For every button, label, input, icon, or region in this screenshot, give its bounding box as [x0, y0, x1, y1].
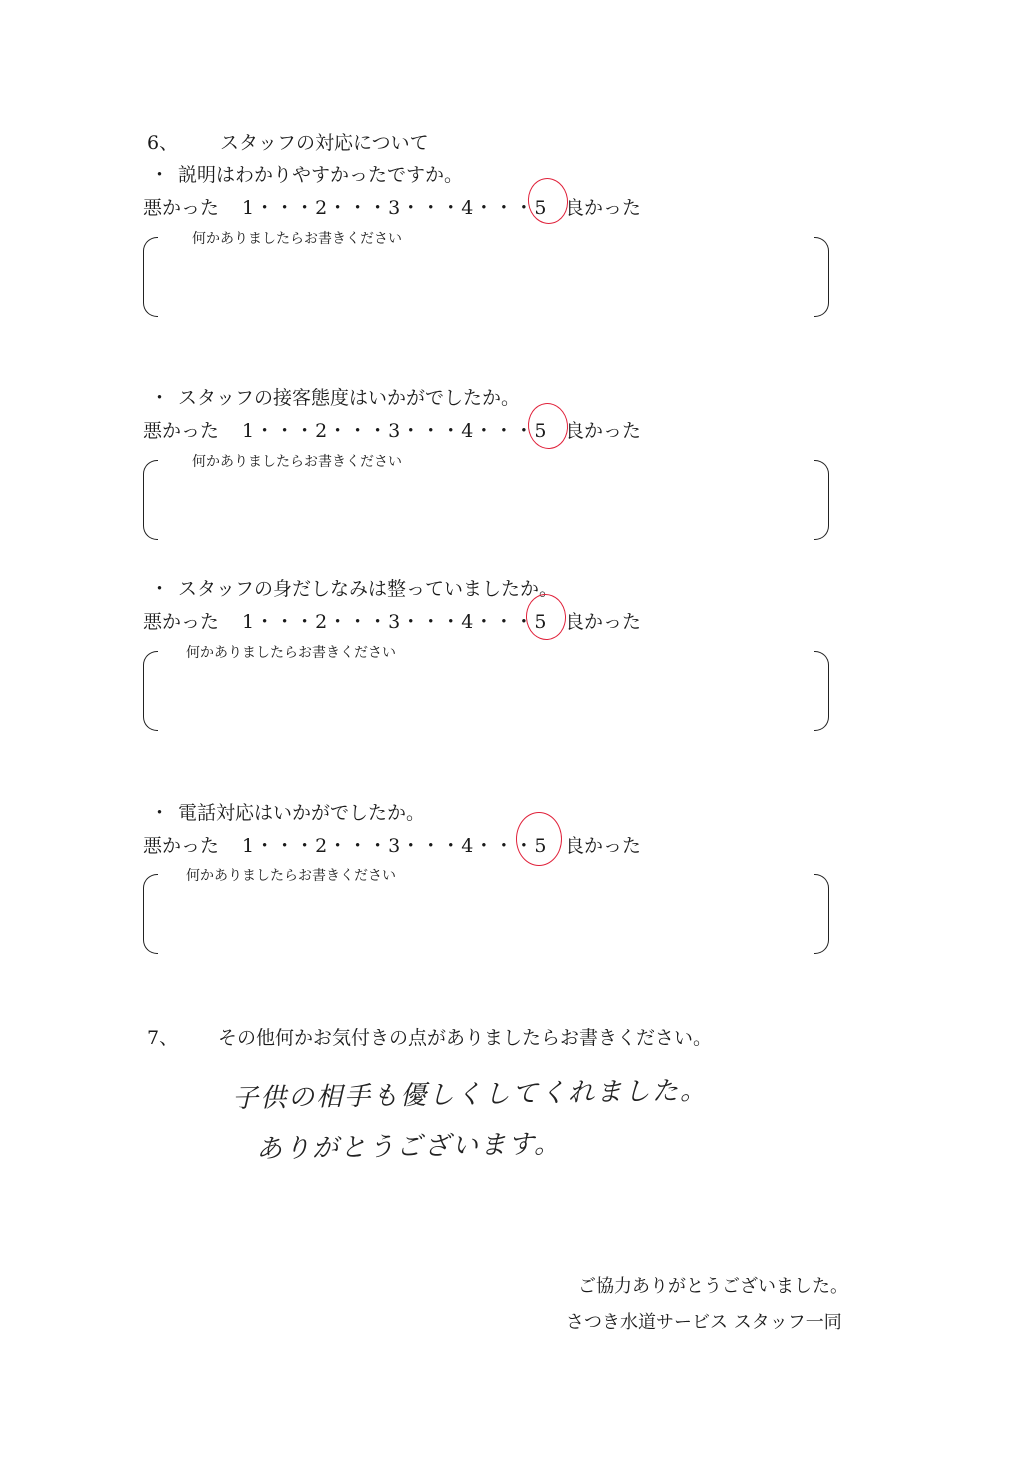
scale-low-label: 悪かった [143, 611, 220, 633]
handwritten-comment-line-1: 子供の相手も優しくしてくれました。 [231, 1075, 709, 1115]
scale-low-label: 悪かった [143, 835, 220, 857]
question-bullet: ・ [150, 802, 170, 824]
question-bullet: ・ [150, 387, 170, 409]
comment-box-right-bracket [814, 651, 829, 731]
question-text: 説明はわかりやすかったですか。 [178, 164, 464, 186]
question-text: 電話対応はいかがでしたか。 [178, 802, 426, 824]
rating-scale[interactable]: 1・・・2・・・3・・・4・・・5 [242, 835, 548, 857]
comment-hint: 何かありましたらお書きください [186, 645, 396, 661]
section-6-number: 6、 [147, 132, 179, 154]
comment-hint: 何かありましたらお書きください [192, 231, 402, 247]
scale-high-label: 良かった [565, 197, 642, 219]
rating-scale[interactable]: 1・・・2・・・3・・・4・・・5 [242, 197, 548, 219]
rating-scale[interactable]: 1・・・2・・・3・・・4・・・5 [242, 611, 548, 633]
scale-high-label: 良かった [565, 835, 642, 857]
comment-hint: 何かありましたらお書きください [192, 454, 402, 470]
comment-box-right-bracket [814, 874, 829, 954]
scale-low-label: 悪かった [143, 197, 220, 219]
comment-box-left-bracket [143, 651, 158, 731]
scale-high-label: 良かった [565, 420, 642, 442]
section-7-number: 7、 [147, 1027, 179, 1049]
comment-hint: 何かありましたらお書きください [186, 868, 396, 884]
question-bullet: ・ [150, 578, 170, 600]
comment-box-left-bracket [143, 874, 158, 954]
section-6-title: スタッフの対応について [220, 132, 429, 154]
closing-signature: さつき水道サービス スタッフ一同 [566, 1312, 842, 1333]
selected-rating-circle [524, 593, 567, 642]
comment-box-right-bracket [814, 460, 829, 540]
scale-high-label: 良かった [565, 611, 642, 633]
closing-thanks: ご協力ありがとうございました。 [578, 1276, 848, 1297]
question-bullet: ・ [150, 164, 170, 186]
question-text: スタッフの接客態度はいかがでしたか。 [178, 387, 521, 409]
section-7-title: その他何かお気付きの点がありましたらお書きください。 [218, 1027, 713, 1049]
selected-rating-circle [526, 401, 571, 451]
comment-box-right-bracket [814, 237, 829, 317]
comment-box-left-bracket [143, 460, 158, 540]
rating-scale[interactable]: 1・・・2・・・3・・・4・・・5 [242, 420, 548, 442]
selected-rating-circle [516, 812, 562, 866]
scale-low-label: 悪かった [143, 420, 220, 442]
question-text: スタッフの身だしなみは整っていましたか。 [178, 578, 559, 600]
comment-box-left-bracket [143, 237, 158, 317]
handwritten-comment-line-2: ありがとうございます。 [255, 1129, 563, 1165]
